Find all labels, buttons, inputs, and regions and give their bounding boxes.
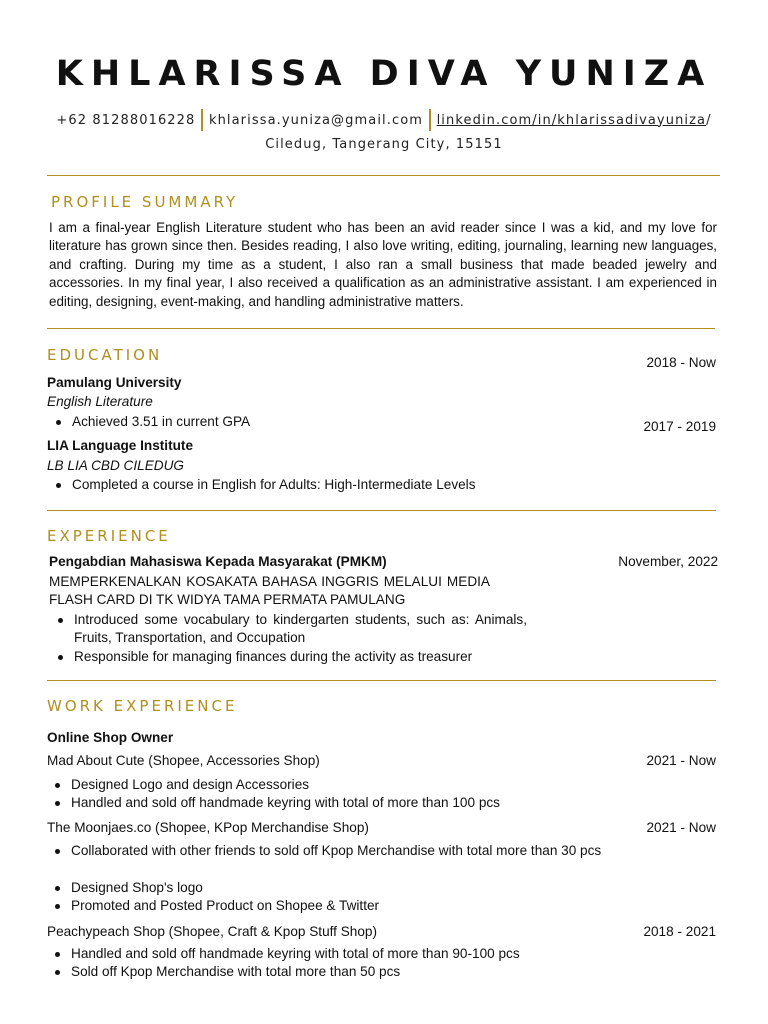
- shop-name: The Moonjaes.co (Shopee, KPop Merchandise Shop): [47, 820, 369, 835]
- bullet-dot: [55, 952, 60, 957]
- experience-bullet: [74, 648, 472, 666]
- work-bullet: [71, 879, 203, 897]
- address: Ciledug, Tangerang City, 15151: [265, 137, 503, 152]
- work-bullet: [71, 794, 500, 812]
- shop-name: Peachypeach Shop (Shopee, Craft & Kpop Stuff Shop): [47, 924, 377, 939]
- bullet-dot: [55, 849, 60, 854]
- contact-divider: [201, 109, 203, 131]
- work-role: Online Shop Owner: [47, 730, 174, 745]
- bullet-text: Designed Logo and design Accessories: [71, 777, 310, 792]
- bullet-text: Promoted and Posted Product on Shopee & Twitter: [71, 898, 380, 913]
- bullet-dot: [56, 420, 61, 425]
- section-divider: [47, 328, 715, 329]
- education-date: 2018 - Now: [646, 355, 716, 370]
- email-address: khlarissa.yuniza@gmail.com: [208, 112, 424, 128]
- bullet-text: Handled and sold off handmade keyring with total of more than 100 pcs: [71, 795, 500, 810]
- work-experience-heading: WORK EXPERIENCE: [47, 697, 238, 715]
- work-bullet: [71, 842, 631, 860]
- shop-date: 2021 - Now: [646, 820, 716, 835]
- education-program: LB LIA CBD CILEDUG: [47, 458, 184, 473]
- education-school: LIA Language Institute: [47, 438, 194, 453]
- experience-subtitle: FLASH CARD DI TK WIDYA TAMA PERMATA PAMULANG: [49, 592, 406, 607]
- bullet-dot: [56, 483, 61, 488]
- experience-organization: Pengabdian Mahasiswa Kepada Masyarakat (PMKM): [49, 554, 387, 569]
- bullet-dot: [58, 618, 63, 623]
- bullet-dot: [58, 655, 63, 660]
- shop-date: 2021 - Now: [646, 753, 716, 768]
- bullet-text: Handled and sold off handmade keyring with total of more than 90-100 pcs: [71, 946, 520, 961]
- bullet-text: Responsible for managing finances during the activity as treasurer: [74, 649, 473, 664]
- linkedin-trail: /: [706, 112, 712, 128]
- bullet-dot: [55, 801, 60, 806]
- bullet-dot: [55, 904, 60, 909]
- candidate-name: KHLARISSA DIVA YUNIZA: [55, 54, 713, 94]
- experience-heading: EXPERIENCE: [47, 527, 171, 545]
- bullet-dot: [55, 783, 60, 788]
- work-bullet: [71, 945, 520, 963]
- work-bullet: [71, 776, 309, 794]
- bullet-text: Completed a course in English for Adults: High-Intermediate Levels: [72, 477, 476, 492]
- shop-name: Mad About Cute (Shopee, Accessories Shop): [47, 753, 320, 768]
- education-date: 2017 - 2019: [643, 419, 716, 434]
- education-program: English Literature: [47, 394, 153, 409]
- bullet-text: Introduced some vocabulary to kindergarten students, such as: Animals, Fruits, Transportation, and Occupation: [74, 612, 527, 645]
- linkedin-link[interactable]: linkedin.com/in/khlarissadivayuniza: [436, 112, 707, 128]
- education-school: Pamulang University: [47, 375, 182, 390]
- experience-subtitle: MEMPERKENALKAN KOSAKATA BAHASA INGGRIS MELALUI MEDIA: [49, 574, 490, 589]
- education-bullet: [72, 413, 250, 431]
- work-bullet: [71, 963, 400, 981]
- experience-date: November, 2022: [618, 554, 718, 569]
- contact-row: [0, 109, 768, 131]
- bullet-dot: [55, 886, 60, 891]
- shop-date: 2018 - 2021: [643, 924, 716, 939]
- phone-number: +62 81288016228: [56, 112, 196, 128]
- section-divider: [47, 175, 720, 176]
- experience-bullet: [74, 611, 527, 647]
- section-divider: [47, 510, 716, 511]
- bullet-text: Achieved 3.51 in current GPA: [72, 414, 251, 429]
- section-divider: [47, 680, 716, 681]
- profile-summary-text: I am a final-year English Literature student who has been an avid reader since I was a kid, and my love for literature has grown since then. Besides reading, I also love writing, editing, journaling, learning new languages, and crafting. During my time as a student, I also ran a small business that made beaded jewelry and accessories. In my final year, I also received a qualification as an administrative assistant. I am experienced in editing, designing, event-making, and handling administrative matters.: [49, 220, 717, 309]
- bullet-dot: [55, 970, 60, 975]
- bullet-text: Collaborated with other friends to sold off Kpop Merchandise with total more than 30 pcs: [71, 843, 602, 858]
- contact-divider: [429, 109, 431, 131]
- bullet-text: Sold off Kpop Merchandise with total more than 50 pcs: [71, 964, 401, 979]
- bullet-text: Designed Shop's logo: [71, 880, 203, 895]
- profile-summary-heading: PROFILE SUMMARY: [51, 193, 239, 211]
- education-bullet: [72, 476, 476, 494]
- work-bullet: [71, 897, 379, 915]
- education-heading: EDUCATION: [47, 346, 163, 364]
